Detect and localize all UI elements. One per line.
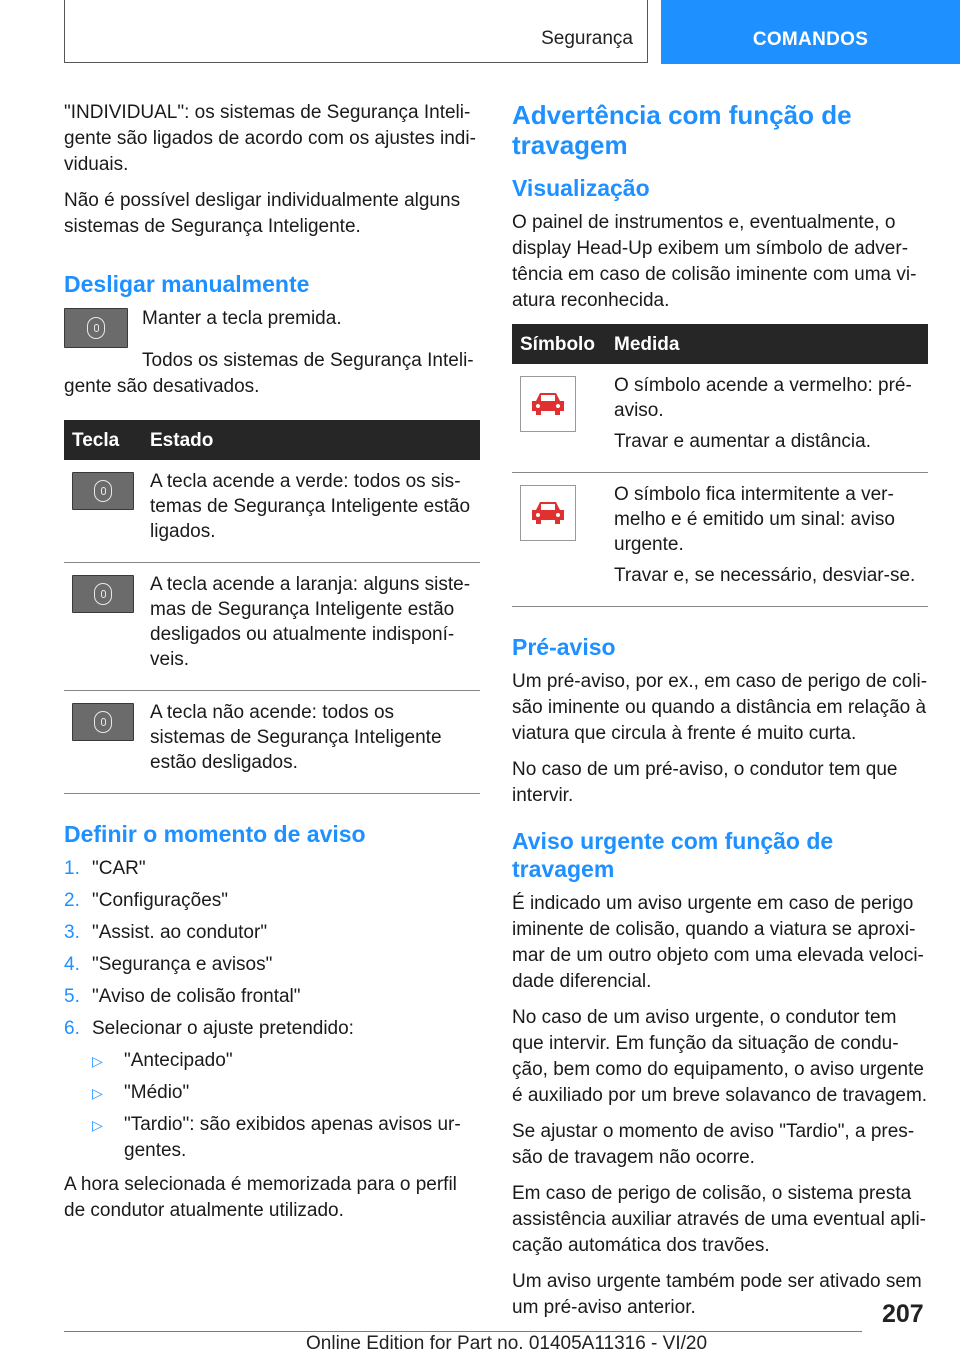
pre-warning-heading: Pré-aviso	[512, 634, 616, 660]
list-item	[92, 1112, 480, 1164]
header-tab-comandos[interactable]: COMANDOS	[661, 0, 960, 64]
footer-edition: Online Edition for Part no. 01405A11316 - VI/20	[306, 1333, 708, 1354]
step-text: "Configurações"	[92, 890, 229, 911]
table2-row1-line1: O símbolo acende a vermelho: pré-aviso.	[614, 375, 912, 421]
urgent-text-1: É indicado um aviso urgente em caso de perigo iminente de colisão, quando a viatura se aproximar de um outro objeto com uma elevada velocidade diferencial.	[512, 893, 924, 992]
table2-row2-line2: Travar e, se necessário, desviar-se.	[614, 565, 916, 586]
table-row	[512, 364, 928, 473]
table1-row3-text: A tecla não acende: todos os sistemas de Segurança Inteligente estão desligados.	[150, 702, 442, 773]
manual-off-heading: Desligar manualmente	[64, 271, 310, 297]
visualization-text: O painel de instrumentos e, eventualmente, o display Head-Up exibem um símbolo de advertência em caso de colisão iminente com uma viatura reconhecida.	[512, 212, 917, 311]
urgent-text-5: Um aviso urgente também pode ser ativado sem um pré-aviso anterior.	[512, 1271, 922, 1318]
pre-warning-text-1: Um pré-aviso, por ex., em caso de perigo de colisão iminente ou quando a distância em relação à viatura que circula à frente é muito curta.	[512, 671, 928, 744]
outro-paragraph: A hora selecionada é memorizada para o perfil de condutor atualmente utilizado.	[64, 1174, 457, 1221]
option-text: "Antecipado"	[124, 1050, 233, 1071]
list-item	[92, 1048, 480, 1074]
safety-button-green-icon	[72, 472, 134, 510]
table-row	[512, 473, 928, 607]
right-column	[512, 100, 928, 1331]
options-list	[92, 1048, 480, 1164]
table2-header-symbol: Símbolo	[512, 324, 606, 364]
warning-moment-heading: Definir o momento de aviso	[64, 821, 366, 847]
step-number: 3.	[64, 922, 80, 943]
symbol-table	[512, 324, 928, 607]
triangle-bullet-icon: ▷	[92, 1085, 103, 1101]
triangle-bullet-icon: ▷	[92, 1117, 103, 1133]
section-title: Advertência com função de travagem	[512, 100, 852, 160]
option-text: "Tardio": são exibidos apenas avisos urgentes.	[124, 1114, 461, 1161]
table2-row2-line1: O símbolo fica intermitente a vermelho e é emitido um sinal: aviso urgente.	[614, 484, 895, 555]
table-row	[64, 691, 480, 794]
table2-header-action: Medida	[606, 324, 928, 364]
list-item	[64, 1016, 480, 1042]
step-number: 1.	[64, 858, 80, 879]
list-item	[64, 856, 480, 882]
step-text: "Assist. ao condutor"	[92, 922, 268, 943]
car-warning-flashing-icon	[520, 485, 576, 541]
step-number: 5.	[64, 986, 80, 1007]
list-item	[92, 1080, 480, 1106]
car-warning-icon	[520, 376, 576, 432]
table1-row1-text: A tecla acende a verde: todos os sistemas de Segurança Inteligente estão ligados.	[150, 471, 471, 542]
button-state-table	[64, 420, 480, 794]
manual-off-block	[64, 306, 480, 348]
list-item	[64, 920, 480, 946]
table2-row1-line2: Travar e aumentar a distância.	[614, 431, 871, 452]
safety-button-orange-icon	[72, 575, 134, 613]
step-text: "CAR"	[92, 858, 146, 879]
manual-off-line1: Manter a tecla premida.	[142, 308, 342, 329]
step-number: 2.	[64, 890, 80, 911]
page-number: 207	[882, 1300, 924, 1328]
table-row	[64, 563, 480, 691]
triangle-bullet-icon: ▷	[92, 1053, 103, 1069]
option-text: "Médio"	[124, 1082, 190, 1103]
pre-warning-text-2: No caso de um pré-aviso, o condutor tem que intervir.	[512, 759, 898, 806]
step-text: "Aviso de colisão frontal"	[92, 986, 301, 1007]
safety-button-icon	[64, 308, 128, 348]
list-item	[64, 952, 480, 978]
urgent-warning-heading: Aviso urgente com função de travagem	[512, 828, 834, 882]
table1-row2-text: A tecla acende a laranja: alguns sistemas de Segurança Inteligente estão desligados ou atualmente indisponíveis.	[150, 574, 471, 670]
steps-list	[64, 856, 480, 1042]
urgent-text-2: No caso de um aviso urgente, o condutor tem que intervir. Em função da situação de condução, bem como do equipamento, o aviso urgente é auxiliado por um breve solavanco de travagem.	[512, 1007, 928, 1106]
intro-paragraph-2: Não é possível desligar individualmente alguns sistemas de Segurança Inteligente.	[64, 190, 461, 237]
urgent-text-3: Se ajustar o momento de aviso "Tardio", a pressão de travagem não ocorre.	[512, 1121, 915, 1168]
step-number: 4.	[64, 954, 80, 975]
header-frame	[64, 0, 648, 63]
list-item	[64, 984, 480, 1010]
table-row	[64, 460, 480, 563]
intro-paragraph-1: "INDIVIDUAL": os sistemas de Segurança Inteligente são ligados de acordo com os ajustes individuais.	[64, 102, 476, 175]
list-item	[64, 888, 480, 914]
step-number: 6.	[64, 1018, 80, 1039]
step-text: "Segurança e avisos"	[92, 954, 273, 975]
table1-header-state: Estado	[142, 420, 480, 460]
visualization-heading: Visualização	[512, 175, 650, 201]
left-column	[64, 100, 480, 1234]
urgent-text-4: Em caso de perigo de colisão, o sistema presta assistência auxiliar através de uma eventual aplicação automática dos travões.	[512, 1183, 926, 1256]
table1-header-key: Tecla	[64, 420, 142, 460]
footer-divider	[64, 1331, 862, 1332]
manual-off-line2: Todos os sistemas de Segurança Inteligente são desativados.	[64, 350, 474, 397]
safety-button-off-icon	[72, 703, 134, 741]
header-section-title: Segurança	[541, 28, 633, 49]
step-text: Selecionar o ajuste pretendido:	[92, 1018, 354, 1039]
